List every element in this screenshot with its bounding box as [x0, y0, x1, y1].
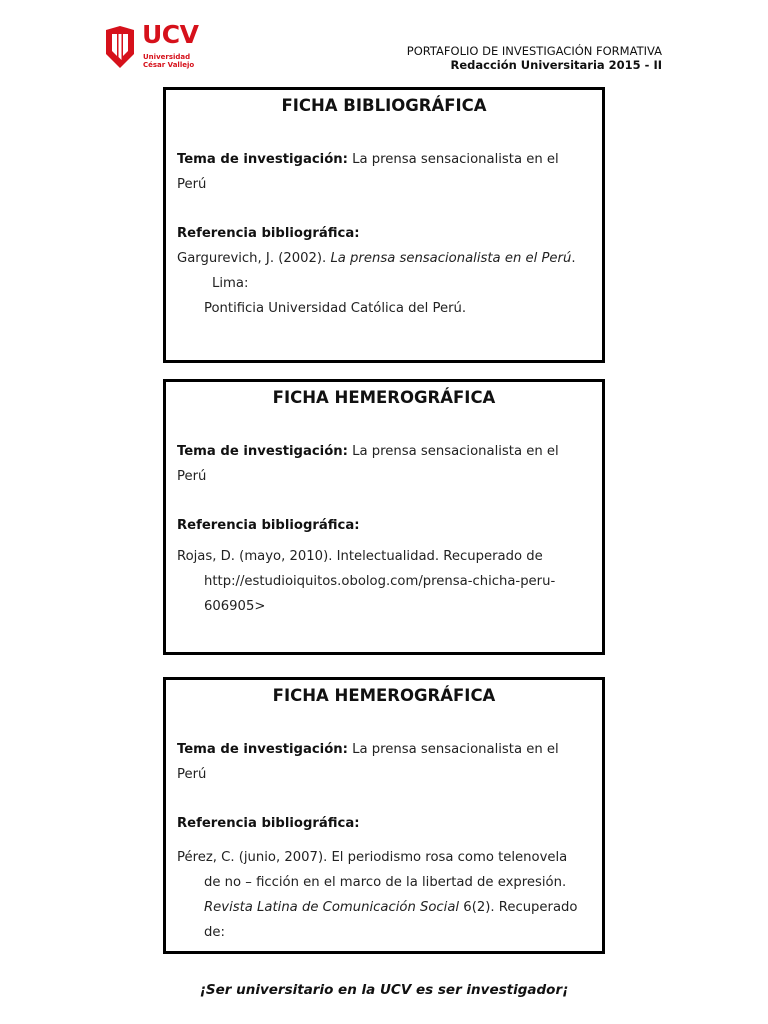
card-title: FICHA BIBLIOGRÁFICA: [281, 96, 487, 115]
ref-line-2: http://estudioiquitos.obolog.com/prensa-chicha-peru-: [204, 574, 556, 589]
tema-label: Tema de investigación:: [177, 444, 348, 459]
ref-text: [177, 845, 590, 945]
tema-value: La prensa sensacionalista en el: [352, 742, 559, 757]
ref-line-1: Pérez, C. (junio, 2007). El periodismo rosa como telenovela: [177, 850, 568, 865]
ref-title: La prensa sensacionalista en el Perú: [330, 251, 572, 266]
logo-subtitle: Universidad César Vallejo: [143, 53, 195, 69]
referencia-block: Referencia bibliográfica: Gargurevich, J. (2002). La prensa sensacionalista en el Perú. Lima: Pontificia Universidad Católica del Perú.: [177, 221, 590, 321]
tema-value: La prensa sensacionalista en el: [352, 444, 559, 459]
document-header: [407, 44, 662, 72]
journal-title: Revista Latina de Comunicación Social: [204, 900, 460, 915]
ref-line-3: 606905>: [204, 599, 266, 614]
logo-text: UCV: [142, 20, 199, 49]
ref-line-4: de:: [204, 925, 225, 940]
tema-value-cont: Perú: [177, 469, 207, 484]
referencia-label: Referencia bibliográfica:: [177, 518, 360, 533]
footer-slogan: ¡Ser universitario en la UCV es ser investigador¡: [199, 982, 569, 998]
tema-label: Tema de investigación:: [177, 152, 348, 167]
card-title: FICHA HEMEROGRÁFICA: [272, 686, 496, 705]
ficha-hemerografica-card: [163, 379, 605, 655]
tema-value: La prensa sensacionalista en el: [352, 152, 559, 167]
card-title: FICHA HEMEROGRÁFICA: [272, 388, 496, 407]
referencia-block: [177, 513, 590, 538]
ref-author: Gargurevich, J. (2002).: [177, 251, 331, 266]
ref-line-2: de no – ficción en el marco de la libertad de expresión.: [204, 875, 567, 890]
ref-line-2: Lima:: [212, 276, 249, 291]
header-line-2: Redacción Universitaria 2015 - II: [450, 58, 662, 72]
tema-block: [177, 439, 590, 489]
ref-line-3: Pontificia Universidad Católica del Perú.: [204, 301, 467, 316]
tema-value-cont: Perú: [177, 177, 207, 192]
referencia-block: [177, 811, 590, 836]
ucv-shield-icon: [104, 24, 136, 70]
header-line-1: PORTAFOLIO DE INVESTIGACIÓN FORMATIVA: [406, 44, 662, 58]
ref-line-1: Rojas, D. (mayo, 2010). Intelectualidad. Recuperado de: [177, 549, 543, 564]
ref-line-3: Revista Latina de Comunicación Social 6(2). Recuperado: [204, 900, 578, 915]
tema-block: [177, 737, 590, 787]
ficha-bibliografica-card: [163, 87, 605, 363]
tema-block: [177, 147, 590, 197]
ucv-logo: [104, 20, 204, 72]
ref-text: [177, 544, 590, 619]
referencia-label: Referencia bibliográfica:: [177, 816, 360, 831]
ficha-hemerografica-card: [163, 677, 605, 954]
tema-label: Tema de investigación:: [177, 742, 348, 757]
tema-value-cont: Perú: [177, 767, 207, 782]
referencia-label: Referencia bibliográfica:: [177, 226, 360, 241]
